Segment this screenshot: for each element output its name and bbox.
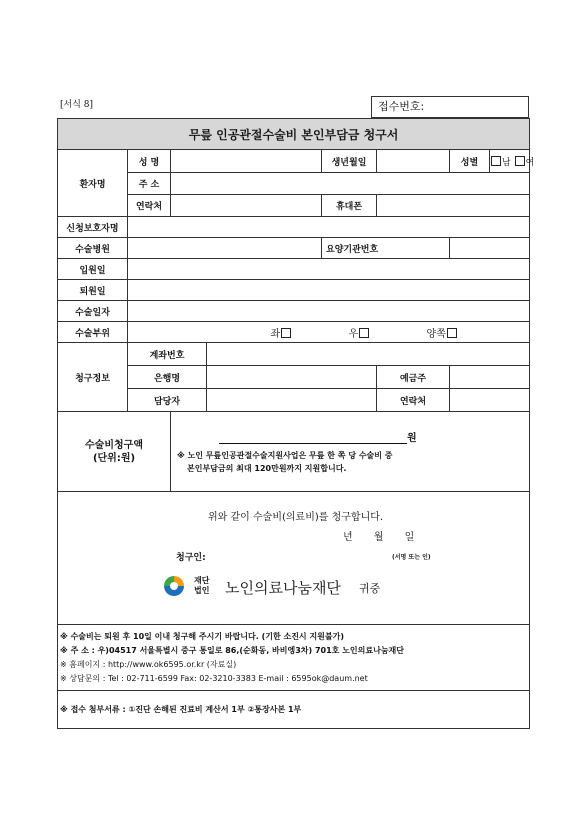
admission-label: 입원일 [58, 259, 128, 280]
site-both-label: 양쪽 [426, 328, 446, 340]
foundation-row [162, 574, 462, 598]
form-number: [서식 8] [60, 100, 93, 110]
site-left-checkbox[interactable] [281, 328, 291, 338]
proxy-label: 신청보호자명 [58, 217, 128, 238]
amount-note-line2: 본인부담금의 최대 120만원까지 지원합니다. [187, 463, 347, 473]
surgery-date-label: 수술일자 [58, 301, 128, 322]
amount-note [177, 449, 529, 475]
org-type-2: 법인 [194, 586, 210, 595]
claim-section-label: 청구정보 [58, 343, 128, 412]
admission-field[interactable] [128, 259, 530, 280]
footer-line4: ※ 상담문의 : Tel : 02-711-6599 Fax: 02-3210-3383 E-mail : 6595ok@daum.net [60, 673, 368, 683]
gender-options [490, 150, 535, 173]
male-label: 남 [502, 157, 511, 168]
footer-line3: ※ 홈페이지 : http://www.ok6595.or.kr (자료실) [60, 659, 237, 669]
mobile-label: 휴대폰 [322, 195, 377, 217]
discharge-field[interactable] [128, 280, 530, 301]
surgery-date-field[interactable] [128, 301, 530, 322]
claim-contact-label: 연락처 [377, 389, 450, 412]
surgery-site-label: 수술부위 [58, 322, 128, 343]
org-type-1: 재단 [194, 576, 210, 585]
claimant-row [176, 550, 496, 564]
org-type [194, 576, 209, 596]
patient-section-label: 환자명 [58, 150, 128, 217]
hospital-label: 수술병원 [58, 238, 128, 259]
footer-line1: ※ 수술비는 퇴원 후 10일 이내 청구해 주시기 바랍니다. (기한 소진시 지원불가) [60, 631, 345, 641]
surgery-site-options [128, 322, 530, 343]
form-title: 무릎 인공관절수술비 본인부담금 청구서 [58, 119, 530, 150]
contact-label: 연락처 [128, 195, 171, 217]
name-field[interactable] [171, 150, 322, 173]
manager-label: 담당자 [128, 389, 207, 412]
foundation-logo-icon [162, 574, 186, 598]
bank-field[interactable] [207, 366, 377, 389]
site-right-label: 우 [348, 328, 359, 340]
depositor-label: 예금주 [377, 366, 450, 389]
site-both-checkbox[interactable] [447, 328, 457, 338]
request-section [58, 492, 530, 625]
request-date: 년 월 일 [343, 532, 415, 543]
dob-label: 생년월일 [322, 150, 377, 173]
attachments-note [58, 691, 530, 729]
institution-no-label: 요양기관번호 [322, 238, 450, 259]
address-field[interactable] [171, 173, 530, 195]
name-label: 성 명 [128, 150, 171, 173]
site-left-label: 좌 [270, 328, 281, 340]
account-label: 계좌번호 [128, 343, 207, 366]
female-label: 여 [525, 157, 535, 168]
gender-label: 성별 [450, 150, 490, 173]
receipt-number-label: 접수번호: [378, 100, 425, 113]
institution-no-field[interactable] [450, 238, 530, 259]
receipt-number-box[interactable] [371, 96, 529, 118]
bank-label: 은행명 [128, 366, 207, 389]
sign-label: (서명 또는 인) [392, 554, 431, 561]
amount-note-line1: ※ 노인 무릎인공관절수술지원사업은 무릎 한 쪽 당 수술비 중 [177, 450, 393, 460]
depositor-field[interactable] [450, 366, 530, 389]
amount-cell [171, 412, 530, 492]
attachments-text: ※ 접수 첨부서류 : ①진단 손해된 진료비 계산서 1부 ②통장사본 1부 [60, 704, 302, 714]
dob-field[interactable] [377, 150, 450, 173]
address-label: 주 소 [128, 173, 171, 195]
manager-field[interactable] [207, 389, 377, 412]
account-field[interactable] [207, 343, 530, 366]
claim-contact-field[interactable] [450, 389, 530, 412]
claim-form-table [57, 118, 535, 729]
claimant-label: 청구인: [176, 553, 206, 563]
female-checkbox[interactable] [515, 156, 525, 166]
amount-input-line[interactable] [219, 431, 407, 444]
male-checkbox[interactable] [491, 156, 501, 166]
request-statement: 위와 같이 수술비(의료비)를 청구합니다. [208, 512, 384, 523]
mobile-field[interactable] [377, 195, 530, 217]
amount-label: 수술비청구액 [85, 439, 143, 451]
footer-line2: ※ 주 소 : 우)04517 서울특별시 중구 통일로 86,(순화동, 바비엥3차) 701호 노인의료나눔재단 [60, 645, 404, 655]
amount-unit: (단위:원) [92, 452, 136, 464]
proxy-field[interactable] [128, 217, 530, 238]
addressee: 귀중 [359, 582, 381, 595]
site-right-checkbox[interactable] [359, 328, 369, 338]
contact-field[interactable] [171, 195, 322, 217]
amount-label-cell [58, 412, 171, 492]
amount-won: 원 [407, 432, 417, 444]
discharge-label: 퇴원일 [58, 280, 128, 301]
hospital-field[interactable] [128, 238, 322, 259]
org-name: 노인의료나눔재단 [225, 579, 341, 597]
footer-notes [58, 625, 530, 691]
